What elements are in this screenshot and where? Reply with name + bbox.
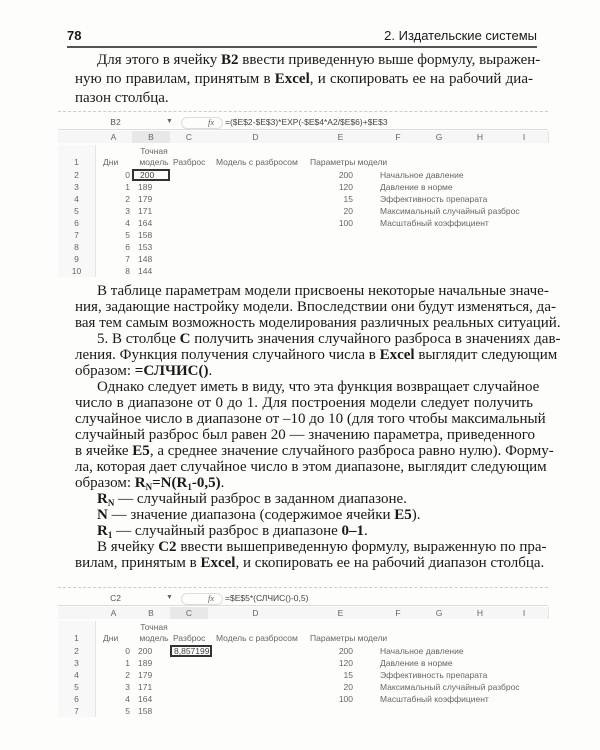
column-header-B[interactable]: B <box>132 131 171 143</box>
cell-A2[interactable]: 0 <box>125 170 130 180</box>
row-header-2[interactable]: 2 <box>58 169 96 181</box>
name-box-dropdown-icon[interactable]: ▼ <box>166 594 173 601</box>
text-run: в ячейке <box>75 443 133 459</box>
text-run: Для этого в ячейку <box>97 52 221 68</box>
bold-text: Excel <box>200 555 236 571</box>
cell-F2[interactable]: Начальное давление <box>380 170 464 180</box>
column-header-A[interactable]: A <box>95 131 133 143</box>
cell-B5[interactable]: 171 <box>138 206 153 216</box>
text-line <box>75 379 540 395</box>
cell-A2[interactable]: 0 <box>125 646 130 656</box>
cell-E8[interactable] <box>303 241 353 253</box>
text-run: получить значения случайного разброса в значениях дав- <box>190 331 561 347</box>
column-header-E[interactable]: E <box>303 607 379 619</box>
text-run: 5. В столбце <box>97 331 180 347</box>
column-header-E[interactable]: E <box>303 131 379 143</box>
bold-text: E5 <box>132 443 150 459</box>
column-header-F[interactable]: F <box>378 131 419 143</box>
text-line <box>75 491 533 507</box>
cell-A9[interactable]: 7 <box>125 254 130 264</box>
row-header-7[interactable]: 7 <box>58 705 96 717</box>
text-run: , и скопировать ее на рабочий диапазон столбца. <box>235 555 545 571</box>
text-line <box>75 395 533 411</box>
cell-A3[interactable]: 1 <box>125 658 130 668</box>
text-run: пазон столбца. <box>75 90 169 106</box>
fx-icon[interactable]: fx <box>208 117 215 127</box>
row-header-8[interactable]: 8 <box>58 241 96 253</box>
cell-B2[interactable]: 200 <box>138 646 153 656</box>
text-line <box>75 347 558 363</box>
cell-B7[interactable]: 158 <box>138 706 153 716</box>
text-run: — значение диапазона (содержимое ячейки <box>107 507 395 523</box>
formula-bar-buttons <box>181 593 223 605</box>
cell-B1-line2: модель <box>139 157 169 167</box>
cell-E3[interactable]: 120 <box>338 658 353 668</box>
cell-B7[interactable]: 158 <box>138 230 153 240</box>
cell-B3[interactable]: 189 <box>138 182 153 192</box>
cell-E4[interactable]: 15 <box>343 670 353 680</box>
select-all-corner[interactable] <box>58 607 96 619</box>
row-header-6[interactable]: 6 <box>58 217 96 229</box>
text-run: образом: <box>75 475 135 491</box>
text-run: ления. Функция получения случайного числа в <box>75 347 380 363</box>
cell-E5[interactable]: 20 <box>343 682 353 692</box>
bold-text: N <box>97 507 108 523</box>
name-box[interactable]: B2 <box>110 117 121 127</box>
name-box-dropdown-icon[interactable]: ▼ <box>166 118 173 125</box>
text-line <box>75 51 541 70</box>
text-run: образом: <box>75 363 135 379</box>
cell-A4[interactable]: 2 <box>125 670 130 680</box>
scan-edge <box>58 587 548 588</box>
cell-E1: Параметры модели <box>310 157 388 167</box>
text-line <box>75 411 546 427</box>
text-run: вая тем самым возможность моделирования различных реальных ситуаций. <box>75 315 561 331</box>
text-run: , и скопировать ее на рабочий диа- <box>309 71 533 87</box>
cell-A6[interactable]: 4 <box>125 694 130 704</box>
cell-A3[interactable]: 1 <box>125 182 130 192</box>
row-header-4[interactable]: 4 <box>58 669 96 681</box>
row-header-1[interactable]: 1 <box>58 621 96 645</box>
cell-F5[interactable]: Максимальный случайный разброс <box>380 206 520 216</box>
row-header-1[interactable]: 1 <box>58 145 96 169</box>
row-header-5[interactable]: 5 <box>58 681 96 693</box>
cell-B2[interactable]: 200 <box>132 169 170 181</box>
text-line <box>75 555 545 571</box>
formula-bar <box>58 591 548 606</box>
cell-E5[interactable]: 20 <box>343 206 353 216</box>
text-line <box>75 539 547 555</box>
spreadsheet-screenshot-1 <box>58 111 548 276</box>
cell-A5[interactable]: 3 <box>125 682 130 692</box>
cell-F3[interactable]: Давление в норме <box>380 658 453 668</box>
row-header-9[interactable]: 9 <box>58 253 96 265</box>
text-run: вилам, принятым в <box>75 555 201 571</box>
cell-B6[interactable]: 164 <box>138 218 153 228</box>
column-header-I[interactable]: I <box>500 131 549 143</box>
cell-B10[interactable]: 144 <box>138 266 153 276</box>
bold-text: 1 <box>187 482 192 492</box>
cell-C1: Разброс <box>173 157 206 167</box>
formula-bar-buttons <box>181 117 223 129</box>
formula-bar <box>58 115 548 130</box>
text-line <box>75 475 533 491</box>
cell-A7[interactable]: 5 <box>125 230 130 240</box>
cell-A4[interactable]: 2 <box>125 194 130 204</box>
cell-E7[interactable] <box>303 705 353 717</box>
cell-E1: Параметры модели <box>310 633 388 643</box>
text-run: ния, задающие настройку модели. Впоследствии они будут изменяться, да- <box>75 299 556 315</box>
cell-E10[interactable] <box>303 265 353 277</box>
text-run: ввести приведенную выше формулу, выражен- <box>238 52 541 68</box>
paragraph-body <box>75 283 561 571</box>
bold-text: Excel <box>274 71 310 87</box>
cell-E6[interactable]: 100 <box>338 694 353 704</box>
text-run: случайное число в диапазоне от –10 до 10 (для того чтобы максимальный <box>75 411 546 427</box>
cell-F2[interactable]: Начальное давление <box>380 646 464 656</box>
paragraph-intro <box>75 51 541 108</box>
bold-text: R <box>97 523 108 539</box>
bold-text: Excel <box>379 347 415 363</box>
bold-text: R <box>97 491 108 507</box>
cell-E2[interactable]: 200 <box>338 170 353 180</box>
text-run: — случайный разброс в заданном диапазоне. <box>114 491 407 507</box>
column-header-C[interactable]: C <box>170 607 209 619</box>
row-header-6[interactable]: 6 <box>58 693 96 705</box>
cell-B4[interactable]: 179 <box>138 194 153 204</box>
column-header-D[interactable]: D <box>208 131 304 143</box>
column-header-I[interactable]: I <box>500 607 549 619</box>
column-header-D[interactable]: D <box>208 607 304 619</box>
row-header-3[interactable]: 3 <box>58 181 96 193</box>
cell-A7[interactable]: 5 <box>125 706 130 716</box>
bold-text: 1 <box>107 530 113 540</box>
formula-input[interactable]: =$E$5*(СЛЧИС()-0,5) <box>225 593 309 603</box>
cell-B3[interactable]: 189 <box>138 658 153 668</box>
cell-F3[interactable]: Давление в норме <box>380 182 453 192</box>
text-line <box>75 523 533 539</box>
cell-A6[interactable]: 4 <box>125 218 130 228</box>
cell-F6[interactable]: Масштабный коэффициент <box>380 694 489 704</box>
column-header-A[interactable]: A <box>95 607 133 619</box>
text-run: ную по правилам, принятым в <box>75 71 275 87</box>
column-header-G[interactable]: G <box>418 131 461 143</box>
bold-text: C <box>179 331 191 347</box>
chapter-title: 2. Издательские системы <box>384 28 537 43</box>
cell-E7[interactable] <box>303 229 353 241</box>
column-header-G[interactable]: G <box>418 607 461 619</box>
bold-text: N <box>145 482 153 492</box>
column-header-H[interactable]: H <box>460 607 501 619</box>
text-run: , а среднее значение случайного разброса равно нулю). Форму- <box>149 443 554 459</box>
text-line <box>75 89 533 108</box>
row-header-10[interactable]: 10 <box>58 265 96 277</box>
cell-B1: Точная <box>140 622 168 632</box>
cell-F5[interactable]: Максимальный случайный разброс <box>380 682 520 692</box>
text-line <box>75 459 547 475</box>
text-run: В ячейку <box>97 539 159 555</box>
bold-text: R <box>134 475 146 491</box>
name-box[interactable]: C2 <box>110 593 121 603</box>
bold-text: B2 <box>220 52 239 68</box>
cell-A5[interactable]: 3 <box>125 206 130 216</box>
cell-A8[interactable]: 6 <box>125 242 130 252</box>
text-line <box>75 70 533 89</box>
text-run: В таблице параметрам модели присвоены некоторые начальные значе- <box>97 283 549 299</box>
bold-text: C2 <box>158 539 177 555</box>
text-run: Однако следует иметь в виду, что эта функция возвращает случайное <box>97 379 540 395</box>
cell-B8[interactable]: 153 <box>138 242 153 252</box>
cell-B5[interactable]: 171 <box>138 682 153 692</box>
row-header-5[interactable]: 5 <box>58 205 96 217</box>
text-line <box>75 299 556 315</box>
bold-text: =СЛЧИС() <box>134 363 209 379</box>
bold-text: E5 <box>394 507 412 523</box>
cell-E3[interactable]: 120 <box>338 182 353 192</box>
cell-A1: Дни <box>103 633 119 643</box>
select-all-corner[interactable] <box>58 131 96 143</box>
text-line <box>75 427 536 443</box>
cell-F4[interactable]: Эффективность препарата <box>380 670 488 680</box>
bold-text: -0,5) <box>191 475 221 491</box>
column-header-C[interactable]: C <box>170 131 209 143</box>
cell-B1-line2: модель <box>139 633 169 643</box>
text-run: ла, которая дает случайное число в этом диапазоне, выглядит следующим <box>75 459 547 475</box>
cell-B9[interactable]: 148 <box>138 254 153 264</box>
cell-F4[interactable]: Эффективность препарата <box>380 194 488 204</box>
cell-E6[interactable]: 100 <box>338 218 353 228</box>
bold-text: =N(R <box>152 475 188 491</box>
running-header <box>67 28 537 48</box>
cell-C2[interactable]: 8,857199 <box>170 645 212 657</box>
text-run: случайный разброс был равен 20 — значению параметра, приведенного <box>75 427 536 443</box>
column-header-B[interactable]: B <box>132 607 171 619</box>
text-run: число в диапазоне от 0 до 1. Для построения модели следует получить <box>75 395 533 411</box>
cell-E4[interactable]: 15 <box>343 194 353 204</box>
cell-C1: Разброс <box>173 633 206 643</box>
row-header-3[interactable]: 3 <box>58 657 96 669</box>
text-line <box>75 315 561 331</box>
row-header-4[interactable]: 4 <box>58 193 96 205</box>
cell-B1: Точная <box>140 146 168 156</box>
cell-F6[interactable]: Масштабный коэффициент <box>380 218 489 228</box>
row-header-7[interactable]: 7 <box>58 229 96 241</box>
formula-input[interactable]: =($E$2-$E$3)*EXP(-$E$4*A2/$E$6)+$E$3 <box>225 117 388 127</box>
text-line <box>75 443 554 459</box>
cell-E9[interactable] <box>303 253 353 265</box>
text-line <box>75 507 533 523</box>
cell-A1: Дни <box>103 157 119 167</box>
cell-A10[interactable]: 8 <box>125 266 130 276</box>
bold-text: 0–1 <box>341 523 365 539</box>
text-run: . <box>364 523 368 539</box>
scan-edge <box>58 111 548 112</box>
fx-icon[interactable]: fx <box>208 593 215 603</box>
cell-E2[interactable]: 200 <box>338 646 353 656</box>
cell-D1: Модель с разбросом <box>216 157 298 167</box>
text-run: ввести вышеприведенную формулу, выраженную по пра- <box>176 539 547 555</box>
text-run: . <box>220 475 225 491</box>
text-run: — случайный разброс в диапазоне <box>112 523 342 539</box>
column-header-H[interactable]: H <box>460 131 501 143</box>
spreadsheet-screenshot-2 <box>58 587 548 722</box>
text-line <box>75 331 561 347</box>
text-run: . <box>208 363 213 379</box>
cell-D1: Модель с разбросом <box>216 633 298 643</box>
page-number: 78 <box>67 28 82 43</box>
cell-B6[interactable]: 164 <box>138 694 153 704</box>
text-line <box>75 283 549 299</box>
text-run: выглядит следующим <box>414 347 558 363</box>
row-header-2[interactable]: 2 <box>58 645 96 657</box>
cell-B4[interactable]: 179 <box>138 670 153 680</box>
text-line <box>75 363 533 379</box>
column-header-F[interactable]: F <box>378 607 419 619</box>
text-run: ). <box>411 507 421 523</box>
bold-text: N <box>107 498 115 508</box>
